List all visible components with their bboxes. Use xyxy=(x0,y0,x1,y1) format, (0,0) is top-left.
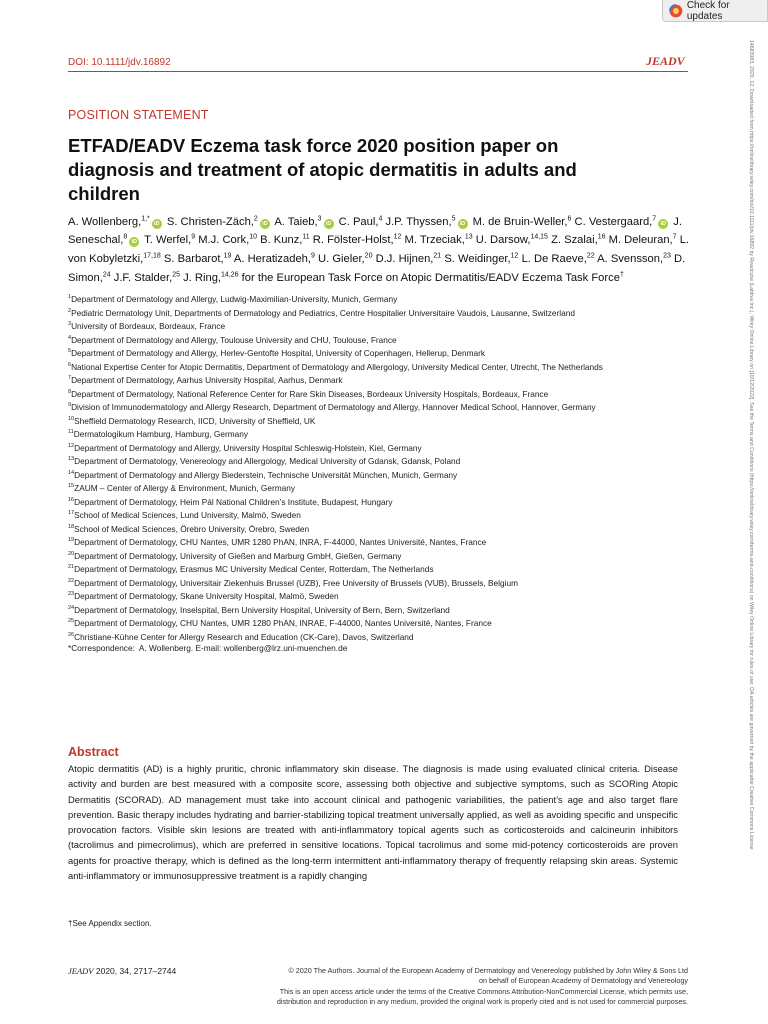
author-affiliation-ref: 6 xyxy=(567,215,572,222)
author-affiliation-ref: 19 xyxy=(223,252,232,260)
author-affiliation-ref: 20 xyxy=(364,252,373,260)
author-affiliation-ref: † xyxy=(619,271,624,279)
journal-name-header: JEADV xyxy=(646,54,685,68)
orcid-icon[interactable]: iD xyxy=(458,219,468,229)
author-name: C. Paul, xyxy=(338,215,379,228)
author xyxy=(551,234,605,246)
affiliation-number: 18 xyxy=(68,523,75,530)
affiliation-number: 15 xyxy=(68,483,75,490)
author xyxy=(476,234,548,246)
affiliation xyxy=(68,306,638,320)
affiliation xyxy=(68,441,638,455)
author-affiliation-ref: 14,15 xyxy=(530,233,548,241)
affiliation-number: 24 xyxy=(68,604,75,611)
author-affiliation-ref: 24 xyxy=(102,271,111,279)
author-name: C. Vestergaard, xyxy=(574,215,653,228)
affiliation-text: Division of Immunodermatology and Allergy Research, Department of Dermatology and Allergy, Hannover Medical School, Hannover, Germany xyxy=(71,401,596,412)
affiliation xyxy=(68,454,638,468)
author-affiliation-ref: 12 xyxy=(393,233,402,241)
affiliation xyxy=(68,603,638,617)
affiliation-text: University of Bordeaux, Bordeaux, France xyxy=(71,320,226,331)
affiliation xyxy=(68,400,638,414)
author-name: A. Svensson, xyxy=(597,253,664,266)
check-for-updates-button[interactable] xyxy=(662,0,768,22)
affiliation-text: Pediatric Dermatology Unit, Departments of Dermatology and Pediatrics, Centre Hospitalier Universitaire Vaudois, Lausanne, Switzerland xyxy=(71,307,575,318)
affiliation-number: 11 xyxy=(68,429,74,436)
affiliation-number: 14 xyxy=(68,469,75,476)
author-name: A. Taieb, xyxy=(274,215,318,228)
affiliation xyxy=(68,468,638,482)
affiliation-text: Department of Dermatology and Allergy Biederstein, Technische Universität München, Munich, Germany xyxy=(74,469,458,480)
author-name: A. Wollenberg, xyxy=(68,215,142,228)
affiliation-text: School of Medical Sciences, Lund University, Malmö, Sweden xyxy=(74,510,301,521)
affiliation-number: 4 xyxy=(68,334,72,341)
footer-copyright xyxy=(208,966,688,1007)
affiliation-number: 7 xyxy=(68,375,72,382)
affiliation-number: 19 xyxy=(68,537,75,544)
affiliation xyxy=(68,535,638,549)
author-name: M. Deleuran, xyxy=(608,234,673,247)
affiliation-number: 5 xyxy=(68,348,72,355)
affiliation-list xyxy=(68,292,638,655)
affiliation-text: Sheffield Dermatology Research, IICD, University of Sheffield, UK xyxy=(74,415,316,426)
author-affiliation-ref: 12 xyxy=(510,252,519,260)
correspondence-text: A. Wollenberg. E-mail: wollenberg@lrz.uni-muenchen.de xyxy=(138,643,348,654)
affiliation xyxy=(68,360,638,374)
author-name: J. Seneschal, xyxy=(68,215,682,247)
author xyxy=(339,216,383,228)
affiliation-text: Department of Dermatology, Inselspital, Bern University Hospital, University of Bern, Bern, Switzerland xyxy=(74,604,450,615)
affiliation-text: Department of Dermatology, National Reference Center for Rare Skin Diseases, Bordeaux University Hospitals, Bordeaux, France xyxy=(71,388,549,399)
author-name: D. Simon, xyxy=(68,253,686,284)
affiliation-number: 6 xyxy=(68,361,72,368)
affiliation xyxy=(68,387,638,401)
affiliation-text: ZAUM – Center of Allergy & Environment, Munich, Germany xyxy=(74,482,295,493)
author xyxy=(313,234,402,246)
author-name: Z. Szalai, xyxy=(551,234,598,247)
author xyxy=(260,234,310,246)
orcid-icon[interactable]: iD xyxy=(152,219,162,229)
abstract-body: Atopic dermatitis (AD) is a highly pruritic, chronic inflammatory skin disease. The diagnosis is made using evaluated clinical criteria. Disease activity and burden are best measured with a composite score, assessing both objective and subjective symptoms, such as SCORing Atopic Dermatitis (SCORAD). AD management must take into account clinical and pathogenic variabilities, the patient’s age and also target flare prevention. Basic therapy includes hydrating and barrier-stabilizing topical treatment universally applied, as well as avoiding specific and unspecific provocation factors. Visible skin lesions are treated with anti-inflammatory topical agents such as corticosteroids and calcineurin inhibitors (tacrolimus and pimecrolimus), which are preferred in sensitive locations. Topical tacrolimus and some mid-potency corticosteroids are proven agents for proactive therapy, which is defined as the long-term intermittent anti-inflammatory therapy of frequently relapsing skin areas. Systemic anti-inflammatory or immunosuppressive treatment is a rapidly changing xyxy=(68,763,678,882)
affiliation-text: Department of Dermatology and Allergy, Herlev-Gentofte Hospital, University of Copenhagen, Hellerup, Denmark xyxy=(71,347,486,358)
affiliation xyxy=(68,495,638,509)
author-name: U. Gieler, xyxy=(318,253,365,266)
author-affiliation-ref: 16 xyxy=(597,233,606,241)
affiliation-number: 22 xyxy=(68,577,75,584)
doi-link[interactable]: DOI: 10.1111/jdv.16892 xyxy=(68,57,171,68)
author-affiliation-ref: 1,* xyxy=(141,215,150,222)
author xyxy=(609,234,677,246)
correspondence-label: *Correspondence: xyxy=(68,643,135,654)
author xyxy=(405,234,473,246)
affiliation-text: Department of Dermatology, Skane University Hospital, Malmö, Sweden xyxy=(74,591,339,602)
affiliation-number: 21 xyxy=(68,564,75,571)
footer-journal-name: JEADV xyxy=(68,966,94,976)
author-list xyxy=(68,211,708,286)
author xyxy=(242,272,624,284)
affiliation-number: 25 xyxy=(68,618,75,625)
author-name: M.J. Cork, xyxy=(198,234,250,247)
author-affiliation-ref: 22 xyxy=(586,252,595,260)
affiliation-number: 9 xyxy=(68,402,72,409)
affiliation-text: Department of Dermatology and Allergy, University Hospital Schleswig-Holstein, Kiel, Germany xyxy=(74,442,422,453)
affiliation xyxy=(68,616,638,630)
orcid-icon[interactable]: iD xyxy=(129,237,139,247)
author xyxy=(198,234,257,246)
author xyxy=(318,253,372,265)
affiliation-text: Dermatologikum Hamburg, Hamburg, Germany xyxy=(73,428,249,439)
affiliation-number: 26 xyxy=(68,631,75,638)
author-name: A. Heratizadeh, xyxy=(233,253,312,266)
affiliation xyxy=(68,589,638,603)
footer-volume: 2020, 34, 2717–2744 xyxy=(95,966,177,976)
abstract-heading: Abstract xyxy=(68,745,119,759)
author xyxy=(597,253,671,265)
article-title: ETFAD/EADV Eczema task force 2020 position paper on diagnosis and treatment of atopic dermatitis in adults and children xyxy=(68,135,577,204)
affiliation xyxy=(68,630,638,644)
check-updates-label: Check for updates xyxy=(686,0,730,22)
author-affiliation-ref: 9 xyxy=(191,233,196,241)
footer-citation xyxy=(68,966,176,976)
affiliation-number: 16 xyxy=(68,496,75,503)
affiliation-text: Department of Dermatology and Allergy, Ludwig-Maximilian-University, Munich, Germany xyxy=(71,293,398,304)
copyright-line: © 2020 The Authors. Journal of the European Academy of Dermatology and Venereology published by John Wiley & Sons Ltd xyxy=(288,966,688,975)
affiliation-text: School of Medical Sciences, Örebro University, Örebro, Sweden xyxy=(74,523,310,534)
author xyxy=(114,272,180,284)
affiliation xyxy=(68,481,638,495)
author xyxy=(376,253,442,265)
author-name: B. Kunz, xyxy=(260,234,303,247)
author-name: J. Ring, xyxy=(183,271,222,284)
author-affiliation-ref: 9 xyxy=(311,252,315,260)
author-affiliation-ref: 7 xyxy=(672,233,677,241)
author-affiliation-ref: 14,26 xyxy=(221,271,239,279)
affiliation-text: Department of Dermatology, Aarhus University Hospital, Aarhus, Denmark xyxy=(71,374,343,385)
author-name: R. Fölster-Holst, xyxy=(312,234,394,247)
author-affiliation-ref: 5 xyxy=(451,215,456,222)
affiliation-text: Department of Dermatology, CHU Nantes, UMR 1280 PhAN, INRAE, F-44000, Nantes Université, Nantes, France xyxy=(74,618,492,629)
affiliation xyxy=(68,333,638,347)
license-line: distribution and reproduction in any medium, provided the original work is properly cited and is not used for commercial purposes. xyxy=(276,996,688,1006)
author-affiliation-ref: 4 xyxy=(378,215,383,222)
affiliation xyxy=(68,576,638,590)
orcid-icon[interactable]: iD xyxy=(324,219,334,229)
author-affiliation-ref: 25 xyxy=(172,271,180,279)
license-line: This is an open access article under the terms of the Creative Commons Attribution-NonCommercial License, which permits use, xyxy=(279,986,688,996)
affiliation-number: 8 xyxy=(68,388,72,395)
affiliation-number: 13 xyxy=(68,456,75,463)
affiliation-number: 17 xyxy=(68,510,75,517)
author-name: J.P. Thyssen, xyxy=(385,215,452,228)
author-name: M. de Bruin-Weller, xyxy=(472,215,568,228)
affiliation-items xyxy=(68,292,638,643)
author-affiliation-ref: 13 xyxy=(464,233,473,241)
affiliation-number: 12 xyxy=(68,442,75,449)
author-affiliation-ref: 8 xyxy=(123,233,128,241)
affiliation xyxy=(68,427,638,441)
author-affiliation-ref: 17,18 xyxy=(143,252,161,260)
author-name: M. Trzeciak, xyxy=(404,234,465,247)
author xyxy=(183,272,238,284)
affiliation-text: Department of Dermatology and Allergy, Toulouse University and CHU, Toulouse, France xyxy=(71,334,397,345)
author xyxy=(274,216,335,228)
affiliation xyxy=(68,319,638,333)
affiliation xyxy=(68,549,638,563)
affiliation-number: 2 xyxy=(68,307,72,314)
affiliation-text: Department of Dermatology, Erasmus MC University Medical Center, Rotterdam, The Netherlands xyxy=(74,564,434,575)
affiliation-text: Department of Dermatology, Venereology and Allergology, Medical University of Gdansk, Gdansk, Poland xyxy=(74,455,461,466)
affiliation xyxy=(68,346,638,360)
author-affiliation-ref: 3 xyxy=(317,215,322,222)
affiliation-text: National Expertise Center for Atopic Dermatitis, Department of Dermatology and Allergology, University Medical Center, Utrecht, The Netherlands xyxy=(71,361,603,372)
author xyxy=(234,253,315,265)
author-name: S. Christen-Zäch, xyxy=(166,215,254,228)
author-affiliation-ref: 10 xyxy=(249,233,257,241)
affiliation xyxy=(68,562,638,576)
check-updates-icon xyxy=(669,4,683,18)
affiliation-text: Christiane-Kühne Center for Allergy Research and Education (CK-Care), Davos, Switzerland xyxy=(74,631,414,642)
author-name: L. De Raeve, xyxy=(521,253,587,266)
author-affiliation-ref: 11 xyxy=(302,233,310,241)
section-label: POSITION STATEMENT xyxy=(68,108,209,122)
author-affiliation-ref: 23 xyxy=(663,252,671,260)
affiliation-text: Department of Dermatology, Heim Pál National Children’s Institute, Budapest, Hungary xyxy=(74,496,393,507)
author-name: J.F. Stalder, xyxy=(113,271,173,284)
orcid-icon[interactable]: iD xyxy=(658,219,668,229)
affiliation xyxy=(68,373,638,387)
author xyxy=(385,216,469,228)
author-name: T. Werfel, xyxy=(144,234,192,247)
affiliation-number: 3 xyxy=(68,321,72,328)
affiliation-text: Department of Dermatology, Universitair Ziekenhuis Brussel (UZB), Free University of Brussels (VUB), Brussels, Belgium xyxy=(74,577,518,588)
author-name: L. von Kobyletzki, xyxy=(68,234,690,266)
author xyxy=(167,216,272,228)
author xyxy=(144,234,195,246)
author-affiliation-ref: 21 xyxy=(433,252,442,260)
author xyxy=(444,253,518,265)
correspondence xyxy=(68,643,638,655)
affiliation-text: Department of Dermatology, University of Gießen and Marburg GmbH, Gießen, Germany xyxy=(74,550,402,561)
affiliation xyxy=(68,522,638,536)
author-name: S. Weidinger, xyxy=(444,253,511,266)
affiliation-number: 20 xyxy=(68,550,75,557)
affiliation xyxy=(68,508,638,522)
header-divider xyxy=(68,71,688,72)
author-affiliation-ref: 2 xyxy=(253,215,258,222)
author-name: S. Barbarot, xyxy=(163,253,224,266)
affiliation-number: 1 xyxy=(68,294,72,300)
footnote: †See Appendix section. xyxy=(68,919,152,928)
side-download-notice: 14683083, 2020, 12, Downloaded from https://onlinelibrary.wiley.com/doi/10.1111/jdv.16892 by Readcube (Labtiva Inc.), Wiley Online Library on [10/12/2022]. See the Terms and Conditions (https://onlinelibrary.wiley.com/terms-and-conditions) on Wiley Online Library for rules of use; OA articles are governed by the applicable Creative Commons License xyxy=(748,40,754,850)
author xyxy=(473,216,572,228)
affiliation-text: Department of Dermatology, CHU Nantes, UMR 1280 PhAN, INRA, F-44000, Nantes Université, Nantes, France xyxy=(74,537,487,548)
affiliation xyxy=(68,414,638,428)
author-name: for the European Task Force on Atopic Dermatitis/EADV Eczema Task Force xyxy=(241,271,620,284)
author xyxy=(68,216,164,228)
affiliation-number: 23 xyxy=(68,591,75,598)
author-affiliation-ref: 7 xyxy=(652,215,657,222)
author xyxy=(164,253,232,265)
author-name: U. Darsow, xyxy=(475,234,531,247)
author xyxy=(575,216,671,228)
author-name: D.J. Hijnen, xyxy=(375,253,434,266)
affiliation xyxy=(68,292,638,306)
affiliation-number: 10 xyxy=(68,415,75,422)
author xyxy=(522,253,595,265)
orcid-icon[interactable]: iD xyxy=(260,219,270,229)
copyright-line: on behalf of European Academy of Dermatology and Venereology xyxy=(479,976,688,986)
